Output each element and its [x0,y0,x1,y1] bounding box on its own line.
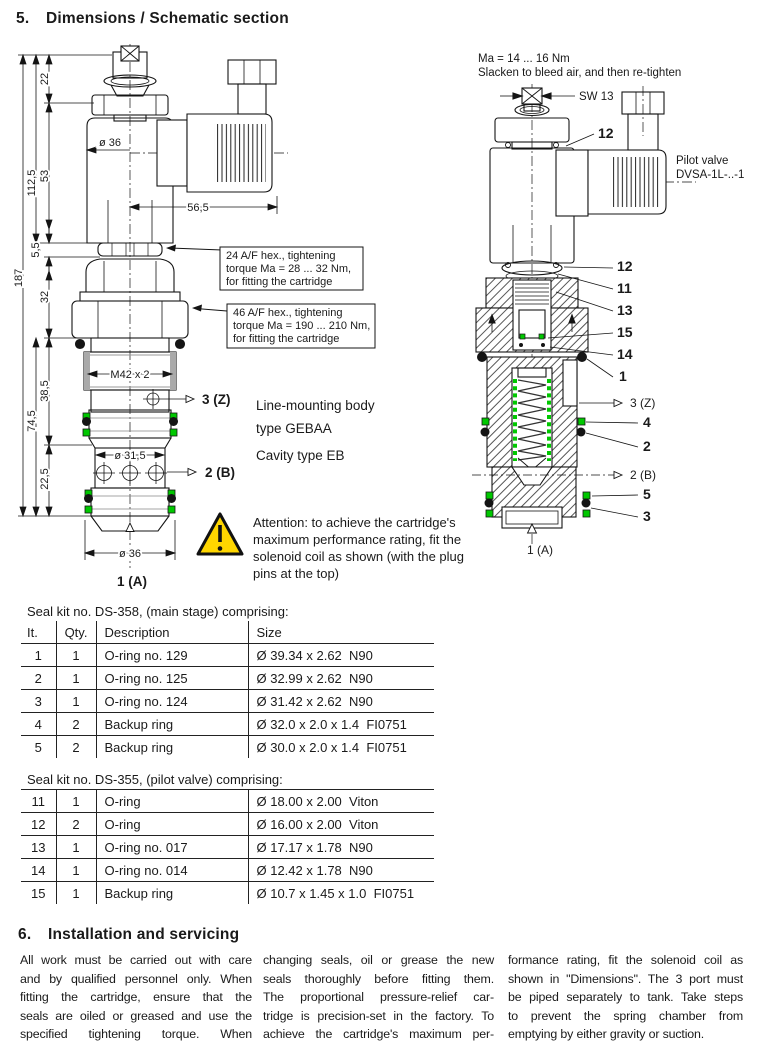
table-row [21,736,434,759]
table-cell: O-ring no. 125 [96,667,248,690]
attention-block [198,514,464,581]
left-drawing [13,44,464,589]
col-header-description: Description [96,621,248,644]
o-ring-2 [481,428,490,437]
port-label-z: 3 (Z) [630,396,656,410]
body-text-line: seals thoroughly before fitting them. [263,971,494,986]
body-text-line: specified tightening torque. When [20,1027,252,1041]
body-text-line: seals are oiled or greased and use the [20,1008,252,1023]
table-cell: 1 [56,644,96,667]
table-cell: Ø 30.0 x 2.0 x 1.4 FI0751 [248,736,434,759]
body-text-line: achieve the cartridge's maximum per- [263,1027,494,1041]
dim-22-5: 22,5 [39,468,51,490]
body-text-line: tridge is precision-set in the factory. To [263,1008,494,1023]
dim-187: 187 [13,268,25,288]
body-text-line: All work must be carried out with care [20,953,252,967]
table-cell: Backup ring [96,736,248,759]
table-cell: Ø 10.7 x 1.45 x 1.0 FI0751 [248,882,434,905]
table-cell: Backup ring [96,882,248,905]
sw13-label: SW 13 [579,91,614,103]
o-ring-3 [582,499,591,508]
port-z-channel [563,360,577,406]
backup-ring-green [83,429,90,436]
callout-box-24af [166,245,363,291]
coil-connector [157,60,276,192]
backup-ring-5 [583,492,590,499]
dim-53: 53 [39,169,51,183]
table-cell: Ø 39.34 x 2.62 N90 [248,644,434,667]
dim-32: 32 [39,290,51,304]
o-ring-14 [519,343,523,347]
dim-dia36-bottom: ø 36 [118,548,142,560]
o-ring-black [167,494,176,503]
port-a-arrow-icon [126,523,134,532]
table-cell: 1 [56,882,96,905]
backup-ring-15 [520,334,525,339]
right-drawing [472,53,744,557]
table-row [21,644,434,667]
backup-ring-green [168,506,175,513]
backup-ring-4 [482,418,489,425]
table-cell: O-ring no. 124 [96,690,248,713]
table-row [21,713,434,736]
table-cell: 5 [21,736,56,759]
installation-col-3 [508,951,743,1044]
backup-ring-green [170,429,177,436]
pilot-valve-label-line2: DVSA-1L-..-1 [676,169,745,181]
table-cell: 2 [56,736,96,759]
port-label-b: 2 (B) [630,468,657,482]
callout-box-46af [192,304,375,348]
dim-5-5: 5,5 [30,242,42,258]
table-row [21,790,434,813]
dim-38-5: 38,5 [39,380,51,402]
o-ring-12 [554,143,559,148]
table-cell: Ø 31.42 x 2.62 N90 [248,690,434,713]
section-5-title: Dimensions / Schematic section [46,10,289,27]
table-cell: Backup ring [96,713,248,736]
dim-74-5: 74,5 [26,410,38,432]
item-label-5: 5 [643,486,651,502]
table-cell: 1 [56,690,96,713]
callout-46af-line2: torque Ma = 190 ... 210 Nm, [233,320,371,332]
pilot-valve-seal-table [21,789,434,904]
o-ring-1 [577,352,587,362]
installation-col-1 [20,951,252,1044]
pilot-valve-body [490,92,666,281]
table-row [21,690,434,713]
dim-dia36-top: ø 36 [98,137,122,149]
table-row [21,859,434,882]
callout-24af-line3: for fitting the cartridge [226,276,333,288]
table-cell: O-ring no. 014 [96,859,248,882]
port-label-a: 1 (A) [526,543,554,557]
table-cell: 4 [21,713,56,736]
body-text-line: and by qualified personnel only. When [20,971,252,986]
table-cell: 12 [21,813,56,836]
port-label-a: 1 (A) [117,574,147,589]
left-dimension-lines [18,55,112,516]
backup-ring-5 [583,510,590,517]
o-ring-2 [577,428,586,437]
o-ring-black [84,494,93,503]
table-cell: O-ring no. 017 [96,836,248,859]
table-cell: Ø 32.99 x 2.62 N90 [248,667,434,690]
table-cell: 14 [21,859,56,882]
item-label-13: 13 [617,302,633,318]
pilot-coil-connector [556,92,666,216]
table-cell: O-ring [96,813,248,836]
table-cell: O-ring no. 129 [96,644,248,667]
o-ring-1-left [76,340,85,349]
table-header-row [21,621,434,644]
o-ring-14 [541,343,545,347]
item-label-12: 12 [617,258,633,274]
body-text-line: emptying by either gravity or suction. [508,1027,705,1041]
item-label-12-top: 12 [598,125,614,141]
installation-col-2 [263,951,494,1044]
o-ring-12 [506,143,511,148]
backup-ring-green [85,506,92,513]
dim-112-5: 112,5 [26,169,38,197]
dim-22: 22 [39,72,51,86]
table-cell: 2 [56,813,96,836]
attention-line4: pins at the top) [253,566,339,581]
table-cell: Ø 16.00 x 2.00 Viton [248,813,434,836]
o-ring-black [82,417,91,426]
item-label-14: 14 [617,346,633,362]
table-cell: 3 [21,690,56,713]
manual-override-symbol-icon [121,46,139,61]
dim-dia31-5: ø 31,5 [114,450,146,462]
body-text-line: The proportional pressure-relief car- [263,990,494,1004]
pilot-valve-note [676,155,744,181]
backup-ring-5 [486,492,493,499]
table-cell: 1 [21,644,56,667]
note-type-gebaa: type GEBAA [256,421,332,436]
item-label-1: 1 [619,368,627,384]
body-text-line: changing seals, oil or grease the new [263,953,494,967]
attention-line2: maximum performance rating, fit the [253,532,462,547]
section-5-number: 5. [16,10,30,27]
section-6-title: Installation and servicing [48,926,240,943]
backup-ring-15 [539,334,544,339]
backup-ring-4 [578,418,585,425]
section-6-heading [18,926,239,944]
dim-m42x2: M42 x 2 [110,369,150,381]
table-cell: 13 [21,836,56,859]
table-cell: 1 [56,790,96,813]
torque-note-line1: Ma = 14 ... 16 Nm [478,53,570,65]
table-cell: 2 [56,713,96,736]
body-text-line: to prevent the spring chamber from [508,1008,743,1023]
pilot-valve-table-caption: Seal kit no. DS-355, (pilot valve) comprising: [27,772,283,787]
callout-46af-line3: for fitting the cartridge [233,333,340,345]
attention-line1: Attention: to achieve the cartridge's [253,515,456,530]
table-row [21,667,434,690]
port-b-symbols-icon [93,462,167,484]
note-line-mounting-body: Line-mounting body [256,398,375,413]
port-z-symbol-icon [143,389,163,409]
table-row [21,813,434,836]
o-ring-3 [485,499,494,508]
cartridge-section [476,278,591,533]
body-text-line: formance rating, fit the solenoid coil as [508,953,743,967]
torque-note-line2: Slacken to bleed air, and then re-tighten [478,67,682,79]
body-text-line: be piped separately to tank. Take steps [508,990,743,1004]
table-cell: 11 [21,790,56,813]
section-6-number: 6. [18,926,32,943]
item-label-11: 11 [617,280,632,296]
table-cell: 15 [21,882,56,905]
port-label-z: 3 (Z) [202,392,231,407]
pilot-valve-label-line1: Pilot valve [676,155,729,167]
left-dimension-labels [13,73,51,490]
body-text-line: shown in "Dimensions". The 3 port must [508,971,743,986]
col-header-size: Size [256,624,282,640]
item-label-3: 3 [643,508,651,524]
table-cell: Ø 17.17 x 1.78 N90 [248,836,434,859]
callout-24af-line2: torque Ma = 28 ... 32 Nm, [226,263,352,275]
o-ring-1 [477,352,487,362]
right-torque-note [478,53,681,79]
note-cavity-type: Cavity type EB [256,448,345,463]
table-row [21,836,434,859]
body-type-notes [256,398,375,463]
main-stage-table-caption: Seal kit no. DS-358, (main stage) comprising: [27,604,289,619]
table-cell: Ø 12.42 x 1.78 N90 [248,859,434,882]
col-header-qty: Qty. [56,621,96,644]
col-header-it: It. [21,621,56,644]
attention-line3: solenoid coil as shown (with the plug [253,549,465,564]
body-text-line: fitting the cartridge, ensure that the [20,990,252,1004]
table-row [21,882,434,905]
table-cell: 2 [21,667,56,690]
table-cell: 1 [56,836,96,859]
warning-icon [198,514,242,554]
table-cell: Ø 18.00 x 2.00 Viton [248,790,434,813]
backup-ring-5 [486,510,493,517]
callout-46af-line1: 46 A/F hex., tightening [233,307,343,319]
table-cell: 1 [56,667,96,690]
table-cell: O-ring [96,790,248,813]
main-stage-seal-table [21,621,434,758]
item-label-2: 2 [643,438,651,454]
dim-56-5: 56,5 [187,202,209,214]
o-ring-1-right [176,340,185,349]
table-cell: 1 [56,859,96,882]
o-ring-black [169,417,178,426]
item-label-4: 4 [643,414,651,430]
item-label-15: 15 [617,324,633,340]
callout-24af-line1: 24 A/F hex., tightening [226,250,336,262]
table-cell: Ø 32.0 x 2.0 x 1.4 FI0751 [248,713,434,736]
port-label-b: 2 (B) [205,465,235,480]
